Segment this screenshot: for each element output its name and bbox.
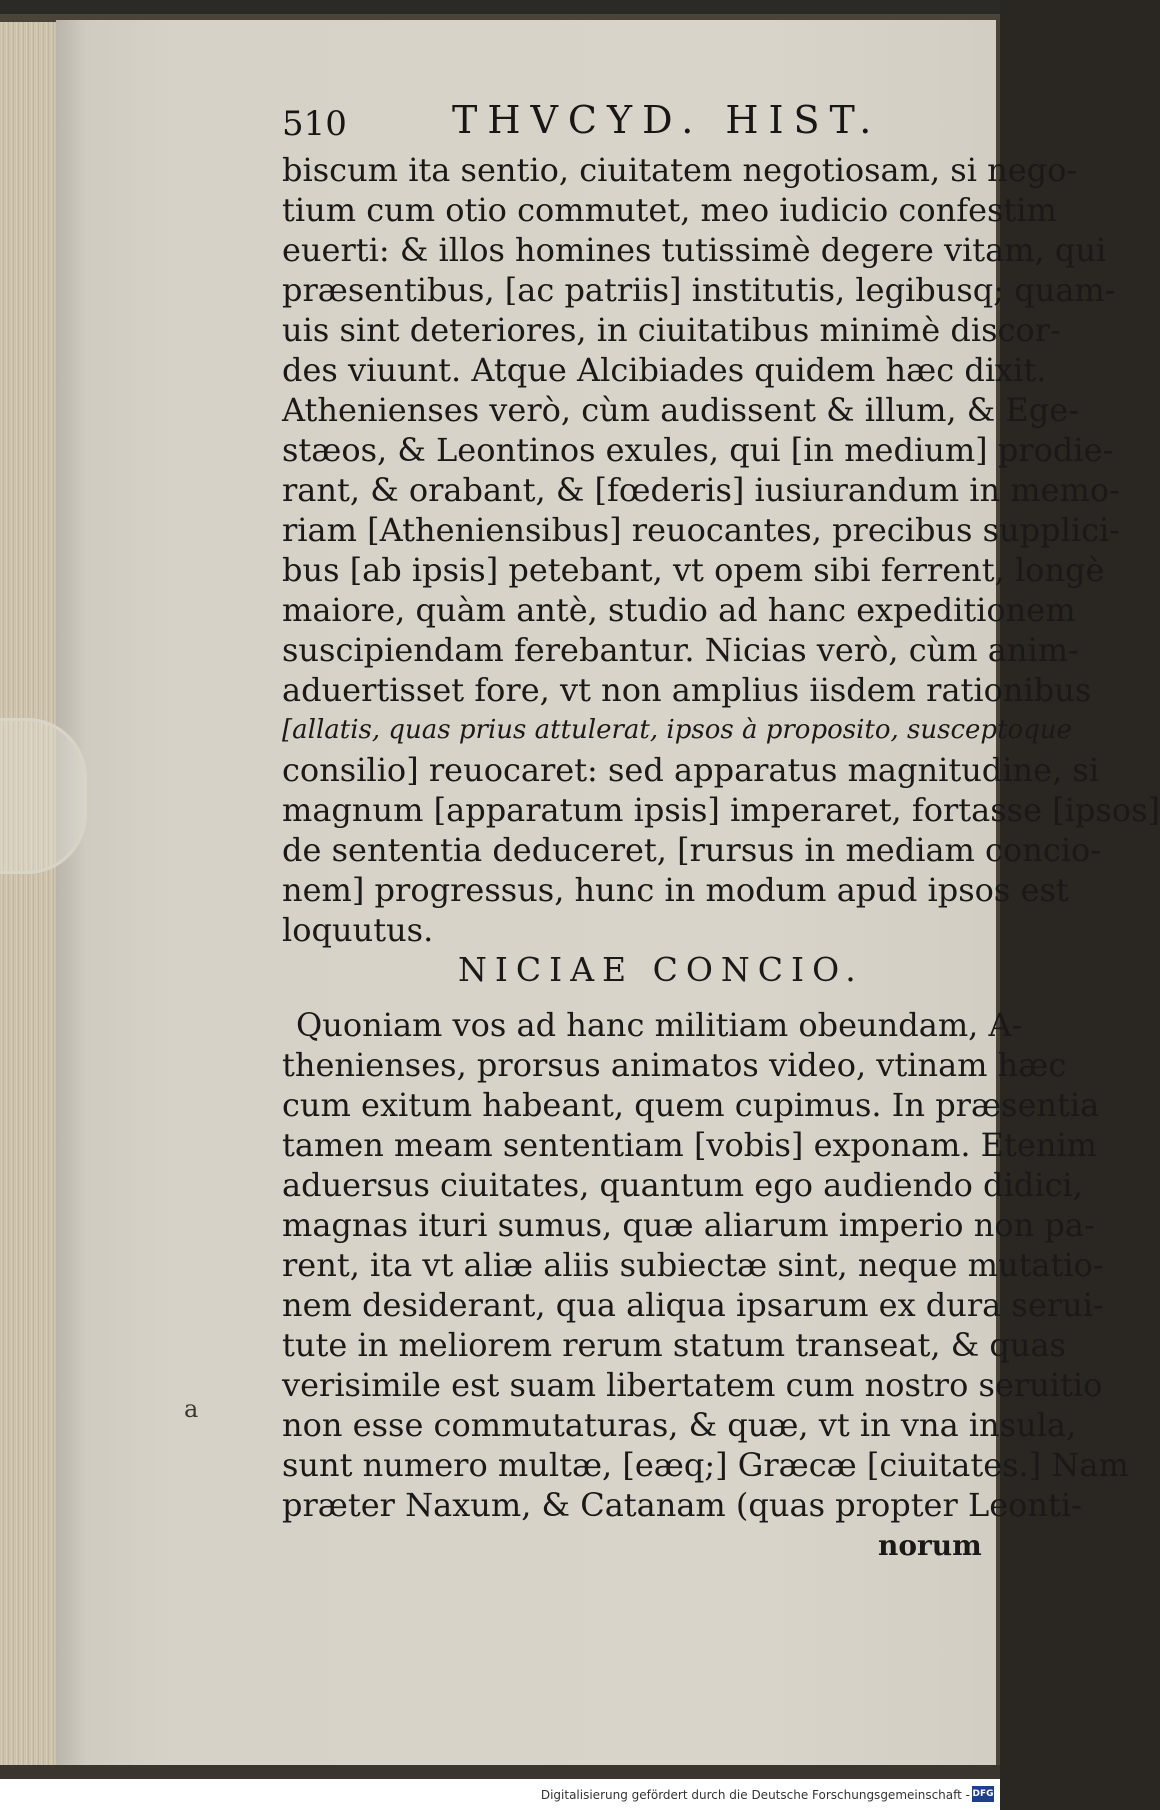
text-line: sunt numero multæ, [eæq;] Græcæ [ciuitates.] Nam — [282, 1446, 1129, 1484]
text-line: [allatis, quas prius attulerat, ipsos à proposito, susceptoque — [282, 715, 1072, 745]
text-line: des viuunt. Atque Alcibiades quidem hæc dixit. — [282, 351, 1047, 389]
section-heading: NICIAE CONCIO. — [458, 950, 864, 989]
text-line: cum exitum habeant, quem cupimus. In præsentia — [282, 1086, 1100, 1124]
text-line: tium cum otio commutet, meo iudicio confestim — [282, 191, 1057, 229]
page-clip — [0, 718, 87, 874]
text-line: Athenienses verò, cùm audissent & illum, & Ege- — [282, 391, 1079, 429]
text-line: præsentibus, [ac patriis] institutis, legibusq; quam- — [282, 271, 1116, 309]
text-line: uis sint deteriores, in ciuitatibus minimè discor- — [282, 311, 1061, 349]
page-number: 510 — [282, 104, 347, 144]
text-line: aduertisset fore, vt non amplius iisdem rationibus — [282, 671, 1092, 709]
text-line: rent, ita vt aliæ aliis subiectæ sint, neque mutatio- — [282, 1246, 1104, 1284]
text-line: biscum ita sentio, ciuitatem negotiosam, si nego- — [282, 151, 1078, 189]
dfg-logo: DFG — [972, 1786, 994, 1802]
text-line: suscipiendam ferebantur. Nicias verò, cùm anim- — [282, 631, 1079, 669]
running-title: THVCYD. HIST. — [452, 98, 882, 142]
text-line: magnas ituri sumus, quæ aliarum imperio non pa- — [282, 1206, 1095, 1244]
text-line: nem] progressus, hunc in modum apud ipsos est — [282, 871, 1069, 909]
page-header — [282, 98, 902, 150]
text-line: stæos, & Leontinos exules, qui [in medium] prodie- — [282, 431, 1114, 469]
text-line: tamen meam sententiam [vobis] exponam. Etenim — [282, 1126, 1098, 1164]
text-line: præter Naxum, & Catanam (quas propter Leonti- — [282, 1486, 1082, 1524]
page-fore-edge — [0, 22, 60, 1767]
text-line: euerti: & illos homines tutissimè degere vitam, qui — [282, 231, 1107, 269]
text-line: Quoniam vos ad hanc militiam obeundam, A- — [296, 1006, 1023, 1044]
text-line: nem desiderant, qua aliqua ipsarum ex dura serui- — [282, 1286, 1104, 1324]
text-line: verisimile est suam libertatem cum nostro seruitio — [282, 1366, 1103, 1404]
text-line: consilio] reuocaret: sed apparatus magnitudine, si — [282, 751, 1100, 789]
text-line: aduersus ciuitates, quantum ego audiendo didici, — [282, 1166, 1083, 1204]
text-line: riam [Atheniensibus] reuocantes, precibus supplici- — [282, 511, 1121, 549]
text-line: magnum [apparatum ipsis] imperaret, fortasse [ipsos] — [282, 791, 1160, 829]
text-line: tute in meliorem rerum statum transeat, & quas — [282, 1326, 1066, 1364]
text-line: loquutus. — [282, 911, 434, 949]
scan-bottom-edge — [0, 1765, 1000, 1779]
margin-mark: a — [184, 1395, 199, 1423]
text-line: bus [ab ipsis] petebant, vt opem sibi ferrent, longè — [282, 551, 1105, 589]
catchword: norum — [878, 1529, 982, 1562]
text-line: non esse commutaturas, & quæ, vt in vna insula, — [282, 1406, 1077, 1444]
digitization-credit: Digitalisierung gefördert durch die Deutsche Forschungsgemeinschaft - — [540, 1788, 970, 1802]
text-line: maiore, quàm antè, studio ad hanc expeditionem — [282, 591, 1076, 629]
text-line: thenienses, prorsus animatos video, vtinam hæc — [282, 1046, 1067, 1084]
text-line: rant, & orabant, & [fœderis] iusiurandum in memo- — [282, 471, 1120, 509]
text-line: de sententia deduceret, [rursus in mediam concio- — [282, 831, 1102, 869]
